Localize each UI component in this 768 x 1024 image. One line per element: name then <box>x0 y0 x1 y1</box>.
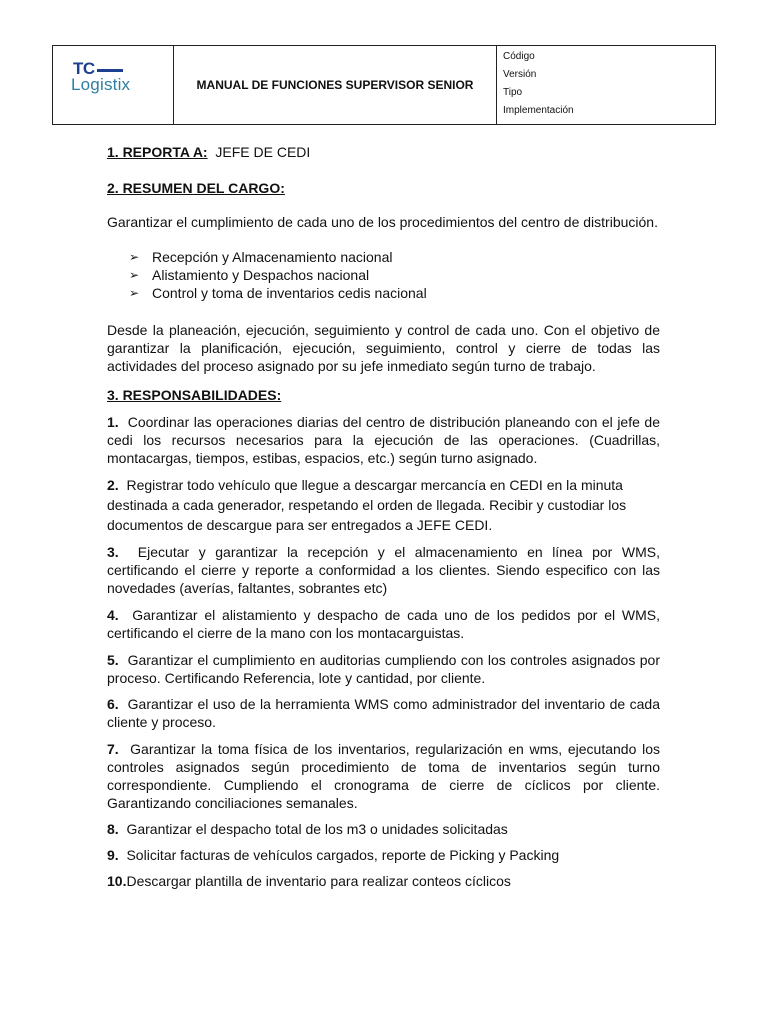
item-number: 4. <box>107 607 119 623</box>
company-logo <box>53 46 174 124</box>
meta-version: Versión <box>503 68 537 80</box>
item-text: Garantizar el cumplimiento en auditorias cumpliendo con los controles asignados por proceso. Certificando Referencia, lote y cantidad, por cliente. <box>107 652 661 686</box>
section-responsabilidades-label: 3. RESPONSABILIDADES: <box>107 387 282 403</box>
logo-line-mark <box>97 69 123 72</box>
document-body <box>107 143 660 890</box>
list-item <box>107 413 660 467</box>
item-number: 7. <box>107 741 119 757</box>
meta-codigo: Código <box>503 50 535 62</box>
bullet-text: Recepción y Almacenamiento nacional <box>152 249 393 265</box>
list-item <box>107 846 660 864</box>
item-text: Ejecutar y garantizar la recepción y el almacenamiento en línea por WMS, certificando el cierre y reporte a conformidad a los clientes. Siendo especifico con las novedades (averías, faltantes, sobrantes etc) <box>107 544 660 596</box>
bullet-text: Control y toma de inventarios cedis nacional <box>152 285 427 301</box>
resumen-bullet-list <box>107 248 660 302</box>
responsabilidades-list <box>107 413 660 890</box>
section-reporta <box>107 143 660 161</box>
item-text: Garantizar la toma física de los inventarios, regularización en wms, ejecutando los controles asignados según procedimiento de toma de inventarios según turno correspondiente. Cumpliendo el cronograma de cierre de cíclicos por cliente. Garantizando conciliaciones semanales. <box>107 741 660 811</box>
logo-bottom-text: Logistix <box>71 75 131 94</box>
list-item <box>129 248 660 266</box>
meta-implementacion: Implementación <box>503 105 574 117</box>
section-resumen-heading <box>107 179 660 197</box>
item-text: Coordinar las operaciones diarias del centro de distribución planeando con el jefe de cedi los recursos necesarios para la ejecución de las operaciones. (Cuadrillas, montacargas, tiempos, estibas, espacios, etc.) según turno asignado. <box>107 414 660 466</box>
item-number: 9. <box>107 847 119 863</box>
item-number: 10. <box>107 873 127 889</box>
bullet-text: Alistamiento y Despachos nacional <box>152 267 370 283</box>
section-reporta-value: JEFE DE CEDI <box>215 144 311 160</box>
section-resumen-label: 2. RESUMEN DEL CARGO: <box>107 180 285 196</box>
item-text: Garantizar el alistamiento y despacho de cada uno de los pedidos por el WMS, certificando el cierre de la mano con los montacarguistas. <box>107 607 660 641</box>
section-reporta-label: 1. REPORTA A: <box>107 144 208 160</box>
item-number: 6. <box>107 696 119 712</box>
arrow-bullet-icon: ➢ <box>129 286 140 300</box>
arrow-bullet-icon: ➢ <box>129 250 140 264</box>
document-header <box>52 45 716 125</box>
list-item <box>129 266 660 284</box>
item-text: Registrar todo vehículo que llegue a descargar mercancía en CEDI en la minuta destinada a cada generador, respetando el orden de llegada. Recibir y custodiar los documentos de descargue para ser entregados a JEFE CEDI. <box>107 477 627 533</box>
document-meta <box>497 46 715 124</box>
item-number: 3. <box>107 544 119 560</box>
item-number: 1. <box>107 414 119 430</box>
list-item <box>129 284 660 302</box>
item-number: 5. <box>107 652 119 668</box>
logo-top-text: TC <box>73 59 95 78</box>
list-item <box>107 606 660 642</box>
list-item <box>107 475 660 535</box>
list-item <box>107 695 660 731</box>
item-text: Garantizar el uso de la herramienta WMS como administrador del inventario de cada cliente y proceso. <box>107 696 660 730</box>
item-text: Garantizar el despacho total de los m3 o unidades solicitadas <box>126 821 508 837</box>
arrow-bullet-icon: ➢ <box>129 268 140 282</box>
item-number: 2. <box>107 477 119 493</box>
meta-tipo: Tipo <box>503 87 523 99</box>
document-title: MANUAL DE FUNCIONES SUPERVISOR SENIOR <box>174 46 497 124</box>
item-text: Solicitar facturas de vehículos cargados, reporte de Picking y Packing <box>126 847 560 863</box>
item-number: 8. <box>107 821 119 837</box>
list-item <box>107 872 660 890</box>
section-responsabilidades-heading <box>107 386 660 404</box>
resumen-intro: Garantizar el cumplimiento de cada uno de los procedimientos del centro de distribución. <box>107 214 658 230</box>
item-text: Descargar plantilla de inventario para realizar conteos cíclicos <box>126 873 511 889</box>
list-item <box>107 651 660 687</box>
list-item <box>107 820 660 838</box>
list-item <box>107 543 660 597</box>
list-item <box>107 740 660 812</box>
resumen-paragraph: Desde la planeación, ejecución, seguimiento y control de cada uno. Con el objetivo de garantizar la planificación, ejecución, seguimiento, control y cierre de todas las actividades del proceso asignado por su jefe inmediato según turno de trabajo. <box>107 322 660 374</box>
